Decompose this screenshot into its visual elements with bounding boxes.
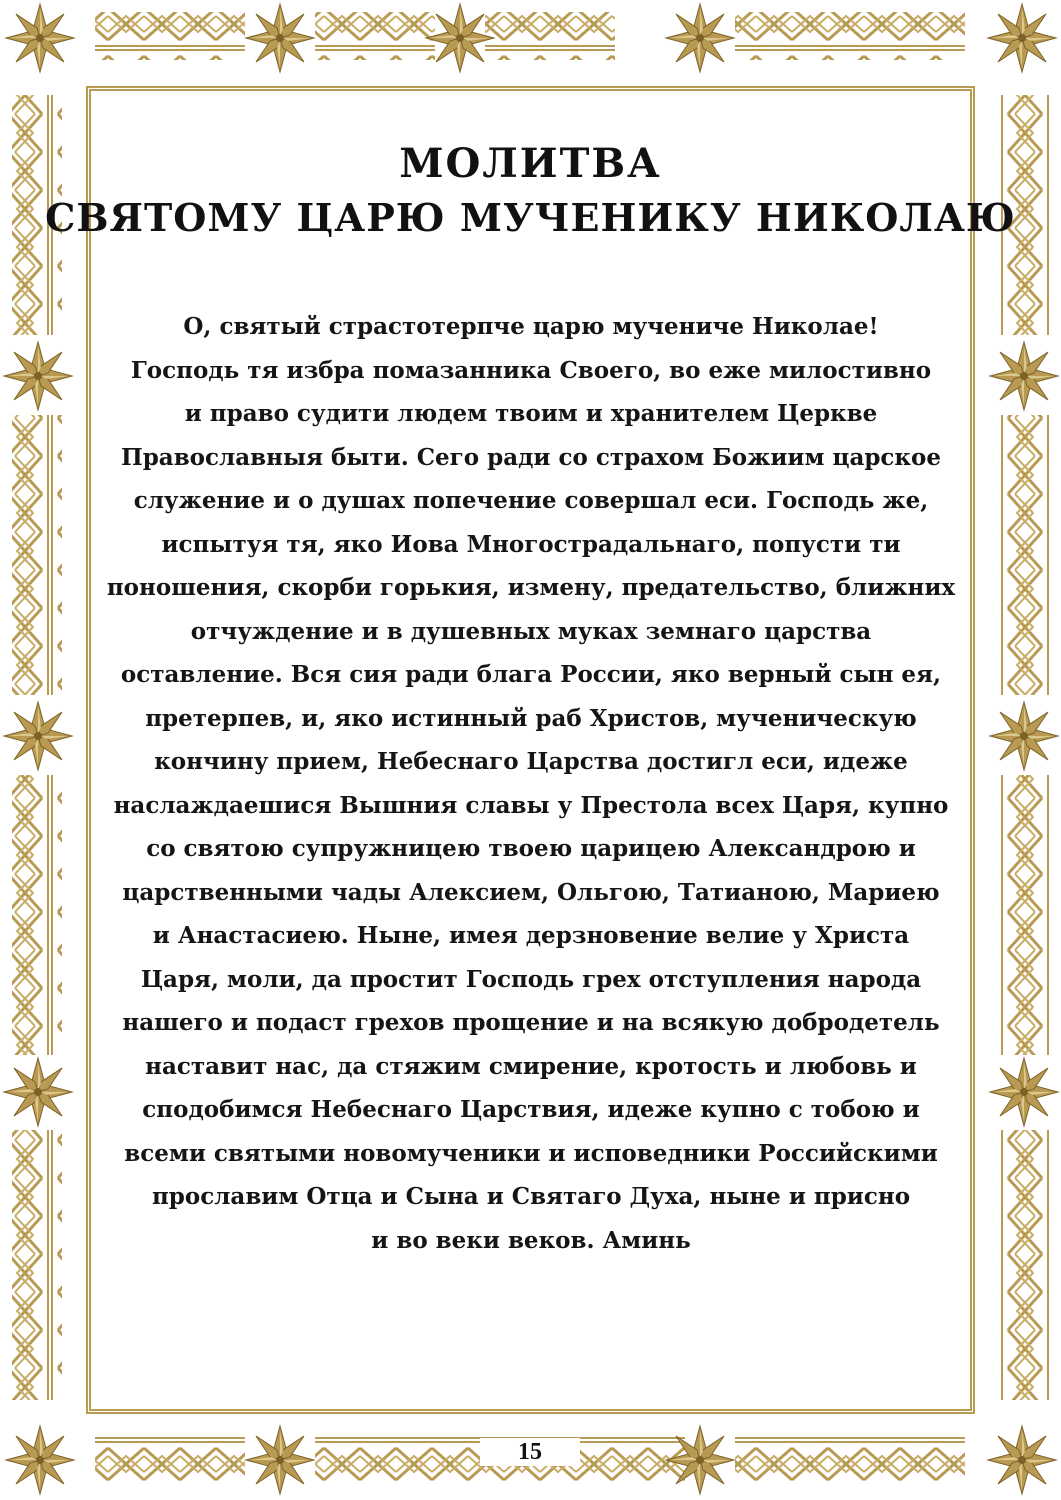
prayer-line: поношения, скорби горькия, измену, предательство, ближних [106,574,956,601]
prayer-line: испытуя тя, яко Иова Многострадальнаго, попусти ти [161,530,901,558]
prayer-line: служение и о душах попечение совершал еси. Господь же, [133,487,929,514]
prayer-line: Православныя быти. Сего ради со страхом Божиим царское [120,443,942,471]
prayer-line: претерпев, и, яко истинный раб Христов, мученическую [145,704,917,732]
prayer-line: и Анастасиею. Ныне, имея дерзновение велие у Христа [152,922,910,949]
prayer-line: нашего и подаст грехов прощение и на всякую добродетель [122,1009,940,1036]
prayer-line: О, святый страстотерпче царю мучениче Николае! [183,313,879,340]
prayer-line: Царя, моли, да простит Господь грех отступления народа [140,965,922,993]
prayer-line: кончину прием, Небеснаго Царства достигл еси, идеже [154,748,908,775]
prayer-line: наставит нас, да стяжим смирение, кротость и любовь и [145,1052,917,1080]
prayer-text [100,305,962,1262]
page-title-line-2: СВЯТОМУ ЦАРЮ МУЧЕНИКУ НИКОЛАЮ [45,195,1016,240]
prayer-line: сподобимся Небеснаго Царствия, идеже купно с тобою и [142,1096,920,1123]
prayer-line: прославим Отца и Сына и Святаго Духа, ныне и присно [151,1183,911,1210]
prayer-line: наслаждаешися Вышния славы у Престола всех Царя, купно [113,791,949,819]
prayer-line: царственными чады Алексием, Ольгою, Татианою, Мариею [122,878,940,906]
prayer-line: оставление. Вся сия ради блага России, яко верный сын ея, [120,661,942,688]
prayer-line: и право судити людем твоим и хранителем Церкве [184,400,878,427]
prayer-line: и во веки веков. Аминь [371,1226,691,1254]
page-number: 15 [480,1438,580,1466]
prayer-line: отчуждение и в душевных муках земнаго царства [190,617,872,645]
prayer-line: всеми святыми новомученики и исповедники Российскими [124,1139,938,1167]
prayer-line: со святою супружницею твоею царицею Александрою и [146,835,916,862]
prayer-line: Господь тя избра помазанника Своего, во еже милостивно [130,356,932,384]
page-title-line-1: МОЛИТВА [399,140,662,187]
